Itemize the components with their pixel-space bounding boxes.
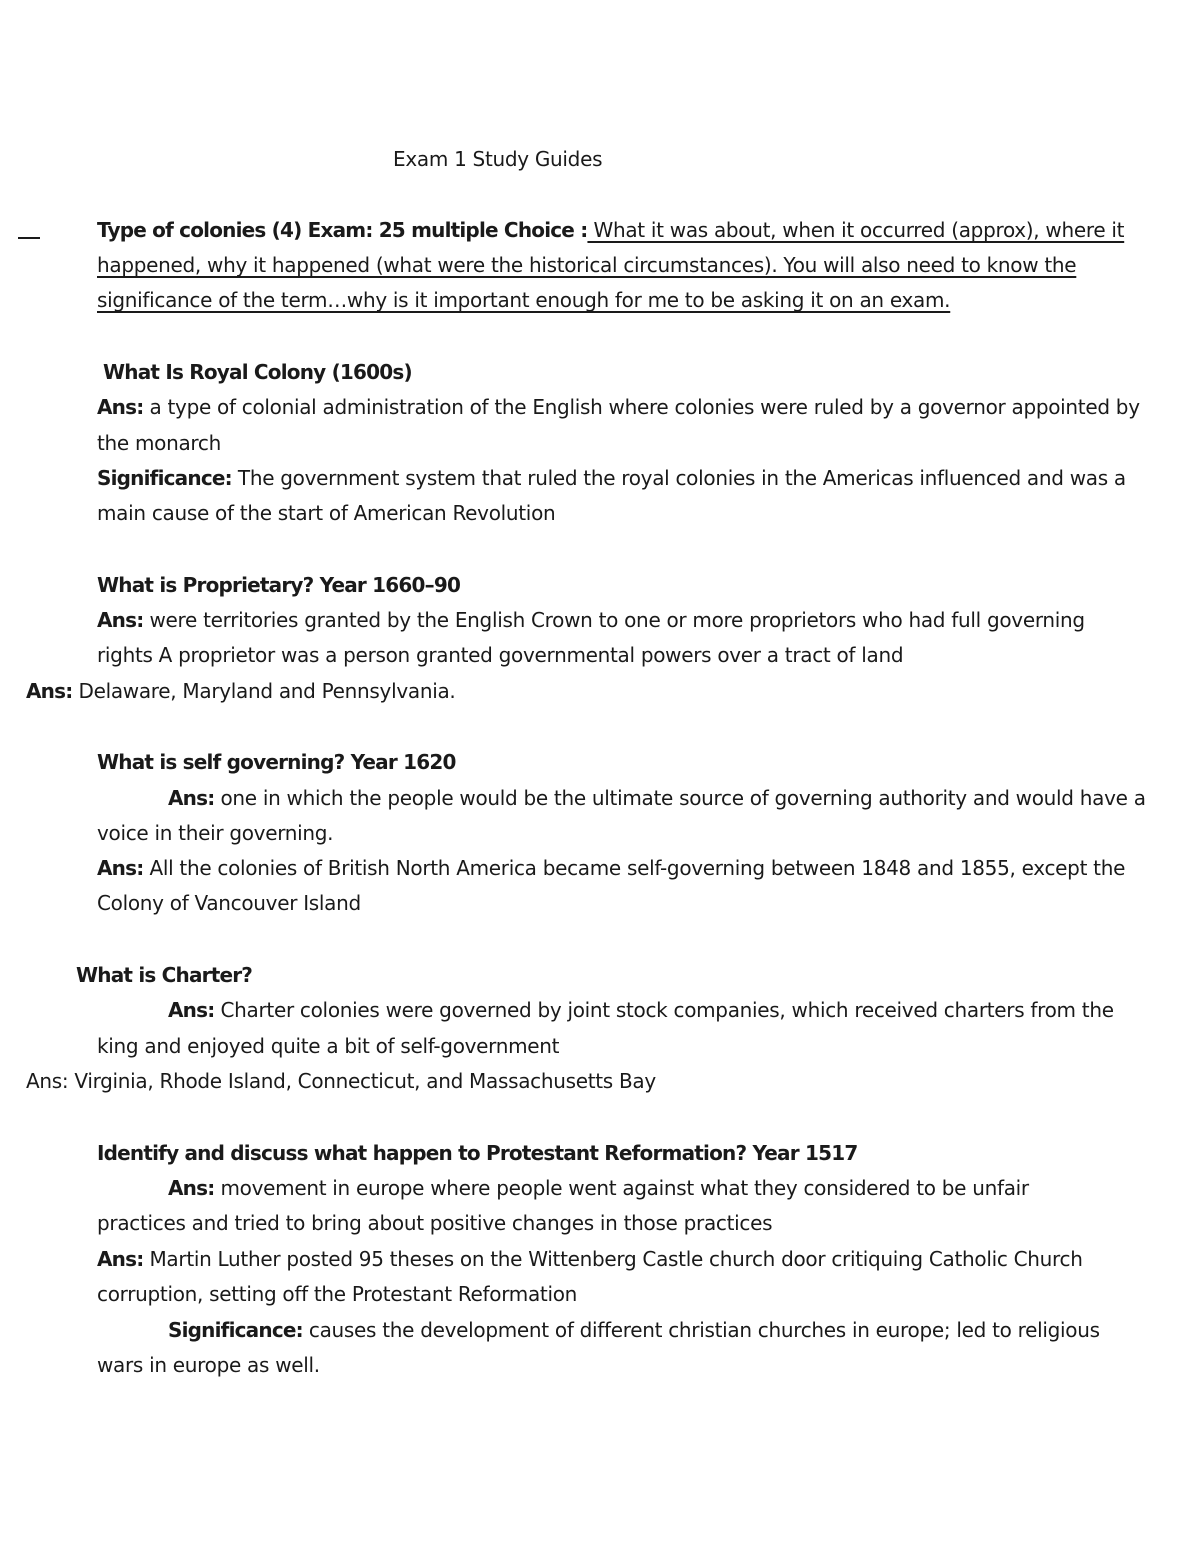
- reformation-ans-line-1: [168, 1175, 1029, 1201]
- significance-label: Significance:: [168, 1318, 303, 1342]
- proprietary-ans2-line: [26, 678, 455, 704]
- self-heading: What is self governing? Year 1620: [97, 750, 456, 774]
- charter-ans-line-2: king and enjoyed quite a bit of self-government: [97, 1034, 560, 1058]
- ans-label: Ans:: [26, 679, 73, 703]
- reformation-ans2-text: Martin Luther posted 95 theses on the Wittenberg Castle church door critiquing Catholic Church: [143, 1247, 1083, 1271]
- ans-label: Ans:: [168, 786, 215, 810]
- intro-line-1: [97, 217, 1124, 243]
- reformation-heading: Identify and discuss what happen to Protestant Reformation? Year 1517: [97, 1141, 858, 1165]
- self-ans2-line-1: [97, 855, 1125, 881]
- self-ans-line-1: [168, 785, 1146, 811]
- royal-ans-line-2: the monarch: [97, 431, 221, 455]
- ans-label: Ans:: [168, 1176, 215, 1200]
- royal-sig-line-1: [97, 465, 1126, 491]
- proprietary-ans2-text: Delaware, Maryland and Pennsylvania.: [72, 679, 456, 703]
- charter-heading: What is Charter?: [76, 963, 253, 987]
- proprietary-ans-line-1: [97, 607, 1085, 633]
- significance-label: Significance:: [97, 466, 232, 490]
- intro-line-2: happened, why it happened (what were the historical circumstances). You will also need to know the: [97, 253, 1077, 277]
- document-title: Exam 1 Study Guides: [393, 147, 603, 171]
- proprietary-ans-line-2: rights A proprietor was a person granted governmental powers over a tract of land: [97, 643, 904, 667]
- royal-heading: What Is Royal Colony (1600s): [103, 360, 412, 384]
- royal-sig-text: The government system that ruled the royal colonies in the Americas influenced and was a: [231, 466, 1126, 490]
- royal-sig-line-2: main cause of the start of American Revolution: [97, 501, 556, 525]
- reformation-ans-text: movement in europe where people went against what they considered to be unfair: [214, 1176, 1029, 1200]
- self-ans2-text: All the colonies of British North America became self-governing between 1848 and 1855, except the: [143, 856, 1126, 880]
- proprietary-heading: What is Proprietary? Year 1660–90: [97, 573, 461, 597]
- reformation-sig-text: causes the development of different christian churches in europe; led to religious: [302, 1318, 1100, 1342]
- charter-ans2-line: Ans: Virginia, Rhode Island, Connecticut, and Massachusetts Bay: [26, 1069, 656, 1093]
- self-ans-text: one in which the people would be the ultimate source of governing authority and would have a: [214, 786, 1146, 810]
- ans-label: Ans:: [97, 608, 144, 632]
- royal-ans-line-1: [97, 394, 1140, 420]
- ans-label: Ans:: [97, 1247, 144, 1271]
- reformation-ans2-line-2: corruption, setting off the Protestant Reformation: [97, 1282, 578, 1306]
- proprietary-ans-text: were territories granted by the English Crown to one or more proprietors who had full governing: [143, 608, 1085, 632]
- charter-ans-text: Charter colonies were governed by joint stock companies, which received charters from the: [214, 998, 1114, 1022]
- intro-heading: Type of colonies (4) Exam: 25 multiple Choice :: [97, 218, 588, 242]
- list-dash: [18, 237, 40, 239]
- reformation-ans-line-2: practices and tried to bring about positive changes in those practices: [97, 1211, 773, 1235]
- royal-ans-text: a type of colonial administration of the English where colonies were ruled by a governor appointed by: [143, 395, 1140, 419]
- ans-label: Ans:: [97, 395, 144, 419]
- reformation-sig-line-1: [168, 1317, 1100, 1343]
- charter-ans-line-1: [168, 997, 1114, 1023]
- ans-label: Ans:: [97, 856, 144, 880]
- ans-label: Ans:: [168, 998, 215, 1022]
- reformation-ans2-line-1: [97, 1246, 1083, 1272]
- self-ans-line-2: voice in their governing.: [97, 821, 334, 845]
- reformation-sig-line-2: wars in europe as well.: [97, 1353, 320, 1377]
- intro-line-3: significance of the term…why is it important enough for me to be asking it on an exam.: [97, 288, 951, 312]
- intro-text-1: What it was about, when it occurred (approx), where it: [587, 218, 1125, 242]
- self-ans2-line-2: Colony of Vancouver Island: [97, 891, 361, 915]
